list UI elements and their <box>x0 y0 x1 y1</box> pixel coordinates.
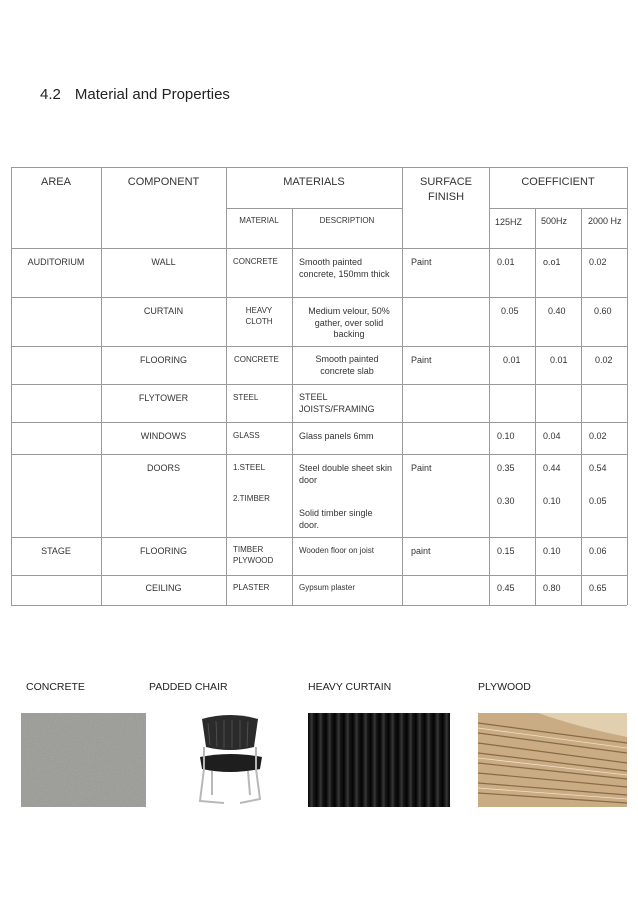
cell-component: FLYTOWER <box>138 393 189 403</box>
cell-finish: Paint <box>411 257 432 267</box>
cell-material: PLASTER <box>233 583 270 592</box>
cell-material: HEAVY CLOTH <box>245 306 273 326</box>
subheader-500hz: 500Hz <box>541 216 568 226</box>
cell-coef-500: 0.40 <box>548 306 566 316</box>
swatch-label-concrete: CONCRETE <box>26 681 85 693</box>
plywood-image <box>478 713 627 807</box>
cell-finish: paint <box>411 546 431 556</box>
subheader-description: DESCRIPTION <box>319 216 375 225</box>
cell-coef-2000: 0.65 <box>589 583 607 593</box>
cell-description: Smooth painted concrete slab <box>315 354 379 376</box>
cell-material: TIMBER PLYWOOD <box>233 545 274 565</box>
cell-component: DOORS <box>146 463 180 473</box>
cell-area: STAGE <box>41 546 71 556</box>
cell-coef-2000: 0.02 <box>595 355 613 365</box>
cell-description: Medium velour, 50% gather, over solid backing <box>308 306 390 339</box>
cell-component: WALL <box>151 257 176 267</box>
cell-coef-2000: 0.06 <box>589 546 607 556</box>
col-line <box>101 167 102 605</box>
cell-coef-2000: 0.60 <box>594 306 612 316</box>
subheader-material: MATERIAL <box>239 216 279 225</box>
cell-material-2: 2.TIMBER <box>233 494 270 503</box>
cell-component: CEILING <box>145 583 182 593</box>
cell-component: WINDOWS <box>140 431 187 441</box>
cell-coef-500: 0.01 <box>550 355 568 365</box>
cell-description: Glass panels 6mm <box>299 431 374 441</box>
section-heading <box>40 86 230 103</box>
cell-description: Wooden floor on joist <box>299 546 375 555</box>
header-surface-finish: SURFACE FINISH <box>420 176 472 203</box>
cell-coef-2000: 0.54 <box>589 463 607 473</box>
cell-component: FLOORING <box>139 546 187 556</box>
col-line <box>581 208 582 605</box>
cell-component: CURTAIN <box>143 306 184 316</box>
header-materials: MATERIALS <box>283 176 345 188</box>
col-line <box>402 167 403 605</box>
cell-coef-500-b: 0.10 <box>543 496 561 506</box>
cell-description: STEEL JOISTS/FRAMING <box>299 392 375 414</box>
col-line <box>292 208 293 605</box>
cell-description: Gypsum plaster <box>299 583 356 592</box>
cell-coef-500: 0.80 <box>543 583 561 593</box>
cell-description: Steel double sheet skin door <box>299 463 393 485</box>
cell-coef-2000-b: 0.05 <box>589 496 607 506</box>
cell-coef-125: 0.35 <box>497 463 515 473</box>
cell-component: FLOORING <box>139 355 187 365</box>
header-component: COMPONENT <box>127 176 200 188</box>
col-line <box>11 167 12 605</box>
cell-coef-500: o.o1 <box>543 257 561 267</box>
heavy-curtain-image <box>308 713 450 807</box>
cell-material: CONCRETE <box>234 355 279 364</box>
cell-coef-125: 0.15 <box>497 546 515 556</box>
swatch-label-plywood: PLYWOOD <box>478 681 531 693</box>
col-line <box>535 208 536 605</box>
cell-description: Smooth painted concrete, 150mm thick <box>299 257 390 279</box>
cell-coef-125: 0.05 <box>501 306 519 316</box>
table-border-bottom <box>11 605 627 606</box>
header-coefficient: COEFFICIENT <box>521 176 595 188</box>
padded-chair-image <box>190 713 270 807</box>
col-line <box>627 167 628 605</box>
subheader-2000hz: 2000 Hz <box>588 216 622 226</box>
cell-coef-500: 0.44 <box>543 463 561 473</box>
header-area: AREA <box>41 176 71 188</box>
cell-finish: Paint <box>411 355 432 365</box>
cell-coef-125-b: 0.30 <box>497 496 515 506</box>
cell-material: 1.STEEL <box>233 463 266 472</box>
table-border-top <box>11 167 627 168</box>
cell-coef-125: 0.01 <box>503 355 521 365</box>
cell-coef-500: 0.04 <box>543 431 561 441</box>
col-line <box>489 167 490 605</box>
cell-coef-2000: 0.02 <box>589 431 607 441</box>
swatch-label-heavy-curtain: HEAVY CURTAIN <box>308 681 392 693</box>
cell-coef-2000: 0.02 <box>589 257 607 267</box>
section-number: 4.2 <box>40 86 61 103</box>
concrete-texture-image <box>21 713 146 807</box>
cell-material: STEEL <box>233 393 259 402</box>
materials-subheader-line <box>226 208 402 209</box>
col-line <box>226 167 227 605</box>
cell-material: CONCRETE <box>233 257 278 266</box>
cell-coef-500: 0.10 <box>543 546 561 556</box>
section-title: Material and Properties <box>74 86 230 103</box>
cell-material: GLASS <box>233 431 260 440</box>
swatch-label-padded-chair: PADDED CHAIR <box>149 681 228 693</box>
coefficient-subheader-line <box>489 208 627 209</box>
cell-area: AUDITORIUM <box>27 257 85 267</box>
cell-description-2: Solid timber single door. <box>299 508 373 530</box>
subheader-125hz: 125HZ <box>495 217 523 227</box>
cell-coef-125: 0.01 <box>497 257 515 267</box>
cell-finish: Paint <box>411 463 432 473</box>
cell-coef-125: 0.10 <box>497 431 515 441</box>
cell-coef-125: 0.45 <box>497 583 515 593</box>
